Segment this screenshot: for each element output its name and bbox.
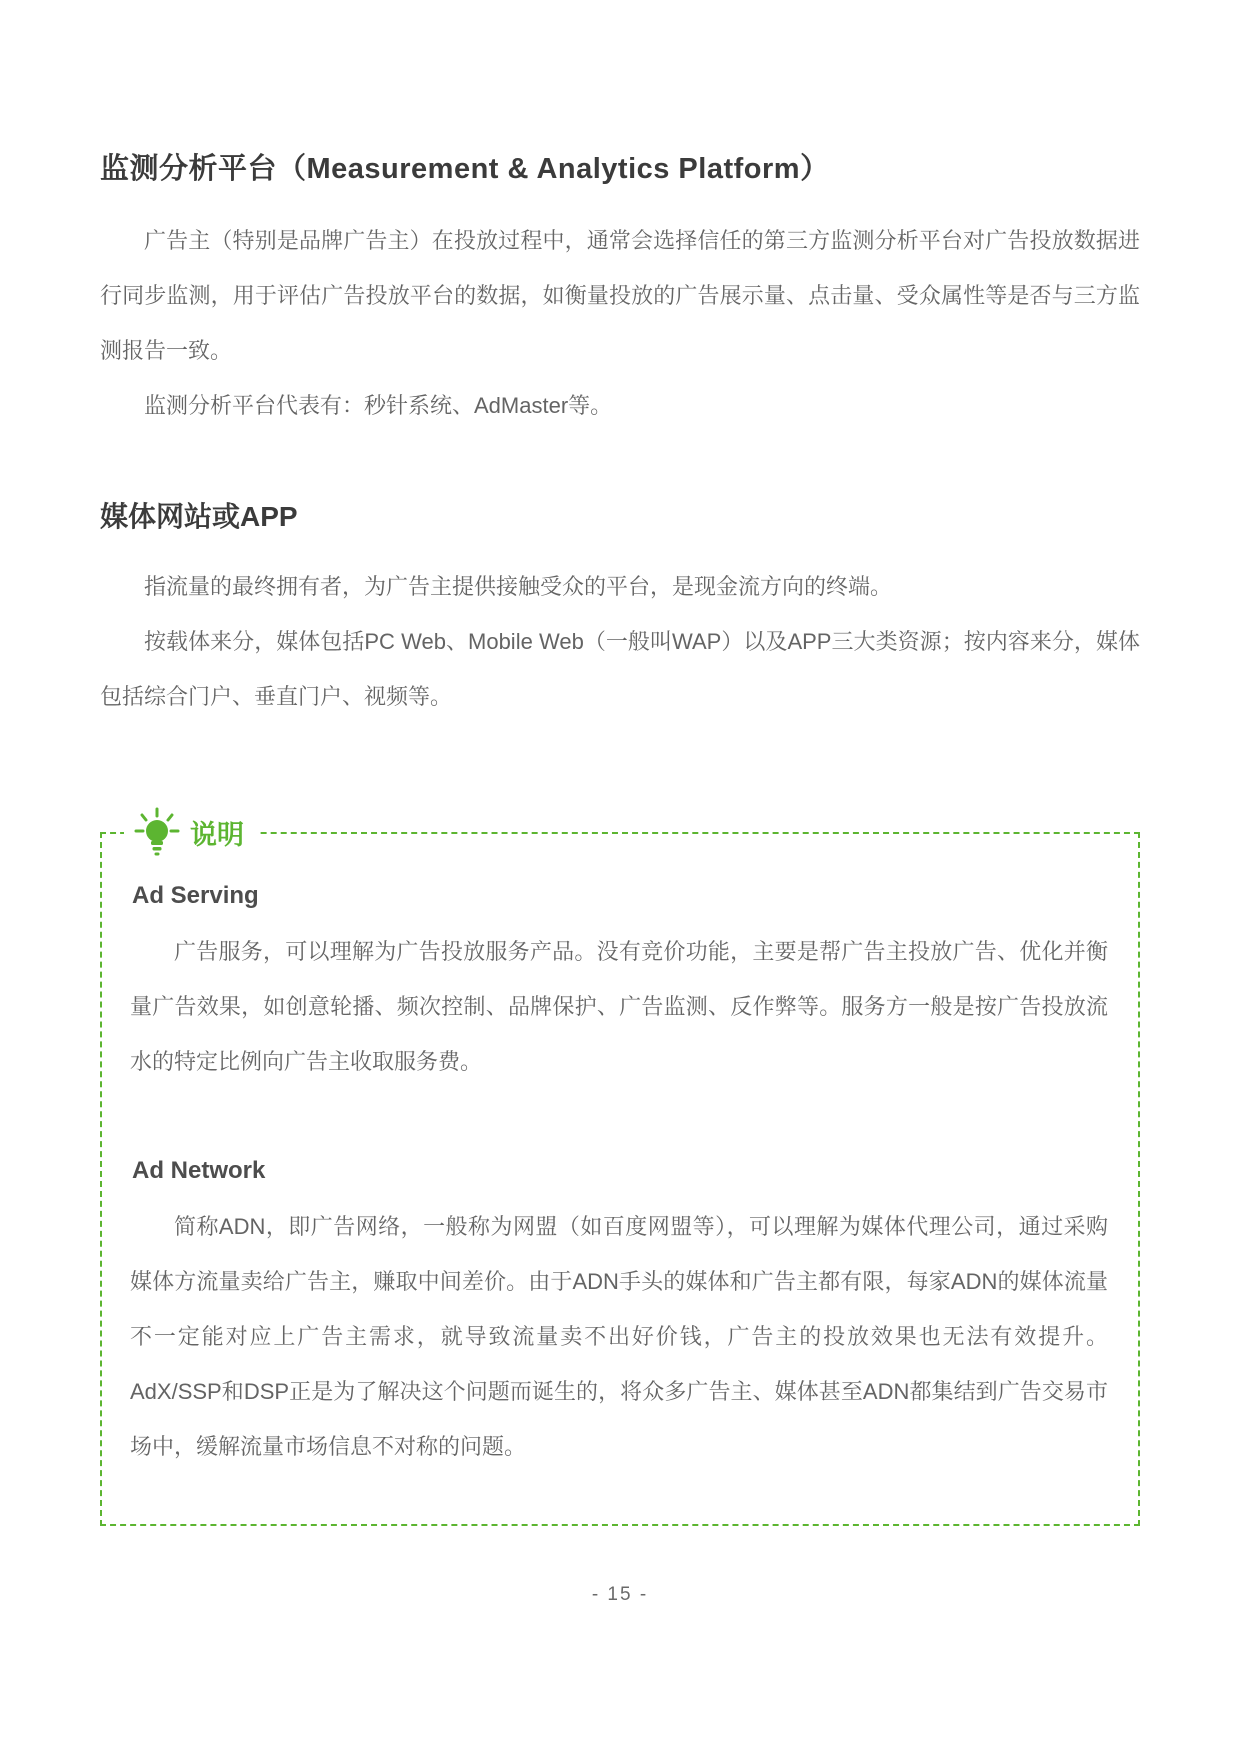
- callout-item-body: 广告服务，可以理解为广告投放服务产品。没有竞价功能，主要是帮广告主投放广告、优化并衡量广告效果，如创意轮播、频次控制、品牌保护、广告监测、反作弊等。服务方一般是按广告投放流水的特定比例向广告主收取服务费。: [130, 939, 1108, 1074]
- section-title-measurement-analytics-platform: 监测分析平台（Measurement & Analytics Platform）: [100, 153, 830, 185]
- callout-item-body: 简称ADN，即广告网络，一般称为网盟（如百度网盟等），可以理解为媒体代理公司，通过采购媒体方流量卖给广告主，赚取中间差价。由于ADN手头的媒体和广告主都有限，每家ADN的媒体流量不一定能对应上广告主需求，就导致流量卖不出好价钱，广告主的投放效果也无法有效提升。AdX/SSP和DSP正是为了解决这个问题而诞生的，将众多广告主、媒体甚至ADN都集结到广告交易市场中，缓解流量市场信息不对称的问题。: [130, 1214, 1108, 1459]
- callout-item-ad-network: [130, 1157, 1108, 1474]
- callout-item-heading: Ad Serving: [132, 882, 259, 909]
- section-title-media-site-or-app: 媒体网站或APP: [100, 501, 298, 532]
- note-callout-box: [100, 819, 1140, 1526]
- paragraph-monitoring-examples: 监测分析平台代表有：秒针系统、AdMaster等。: [144, 393, 613, 418]
- note-callout-label-text: 说明: [190, 819, 244, 850]
- callout-item-heading: Ad Network: [132, 1157, 266, 1184]
- note-callout-label: [124, 807, 258, 857]
- page-number: - 15 -: [591, 1584, 649, 1605]
- lightbulb-icon: [134, 807, 180, 857]
- paragraph-media-definition: 指流量的最终拥有者，为广告主提供接触受众的平台，是现金流方向的终端。: [144, 574, 893, 599]
- paragraph-media-categories: 按载体来分，媒体包括PC Web、Mobile Web（一般叫WAP）以及APP三大类资源；按内容来分，媒体包括综合门户、垂直门户、视频等。: [100, 629, 1140, 709]
- callout-item-ad-serving: [130, 882, 1108, 1089]
- paragraph-monitoring-intro: 广告主（特别是品牌广告主）在投放过程中，通常会选择信任的第三方监测分析平台对广告投放数据进行同步监测，用于评估广告投放平台的数据，如衡量投放的广告展示量、点击量、受众属性等是否与三方监测报告一致。: [100, 228, 1140, 363]
